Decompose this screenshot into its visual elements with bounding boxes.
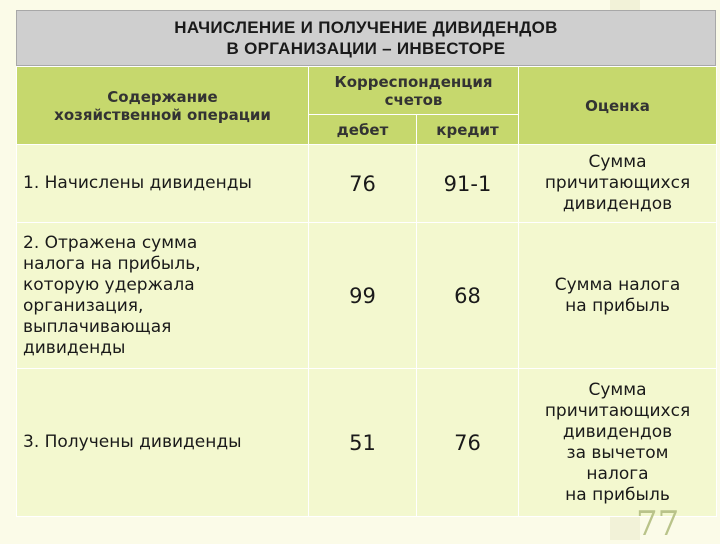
evaluation-cell: Сумма причитающихся дивидендов за вычетом налога на прибыль (519, 369, 717, 517)
header-content-line-2: хозяйственной операции (54, 105, 271, 124)
debit-cell: 51 (309, 369, 417, 517)
operation-cell: 1. Начислены дивиденды (17, 145, 309, 223)
evaluation-cell: Сумма налога на прибыль (519, 223, 717, 369)
header-evaluation-label: Оценка (585, 96, 650, 115)
header-evaluation (519, 67, 717, 145)
header-credit: кредит (417, 115, 519, 145)
slide-title (16, 10, 716, 66)
operation-cell: 3. Получены дивиденды (17, 369, 309, 517)
page-number: 77 (636, 504, 680, 544)
header-correspondence (309, 67, 519, 115)
table-row (17, 369, 717, 517)
header-content (17, 67, 309, 145)
debit-cell: 99 (309, 223, 417, 369)
debit-cell: 76 (309, 145, 417, 223)
header-debit: дебет (309, 115, 417, 145)
header-content-line-1: Содержание (107, 87, 218, 106)
table-row (17, 223, 717, 369)
credit-cell: 76 (417, 369, 519, 517)
operation-cell: 2. Отражена сумма налога на прибыль, которую удержала организация, выплачивающая дивиденды (17, 223, 309, 369)
credit-cell: 91-1 (417, 145, 519, 223)
evaluation-cell: Сумма причитающихся дивидендов (519, 145, 717, 223)
dividends-table (16, 66, 717, 517)
header-corr-line-2: счетов (384, 90, 443, 109)
title-line-2: В ОРГАНИЗАЦИИ – ИНВЕСТОРЕ (226, 39, 506, 58)
header-corr-line-1: Корреспонденция (334, 72, 493, 91)
credit-cell: 68 (417, 223, 519, 369)
title-line-1: НАЧИСЛЕНИЕ И ПОЛУЧЕНИЕ ДИВИДЕНДОВ (174, 18, 558, 37)
table-row (17, 145, 717, 223)
